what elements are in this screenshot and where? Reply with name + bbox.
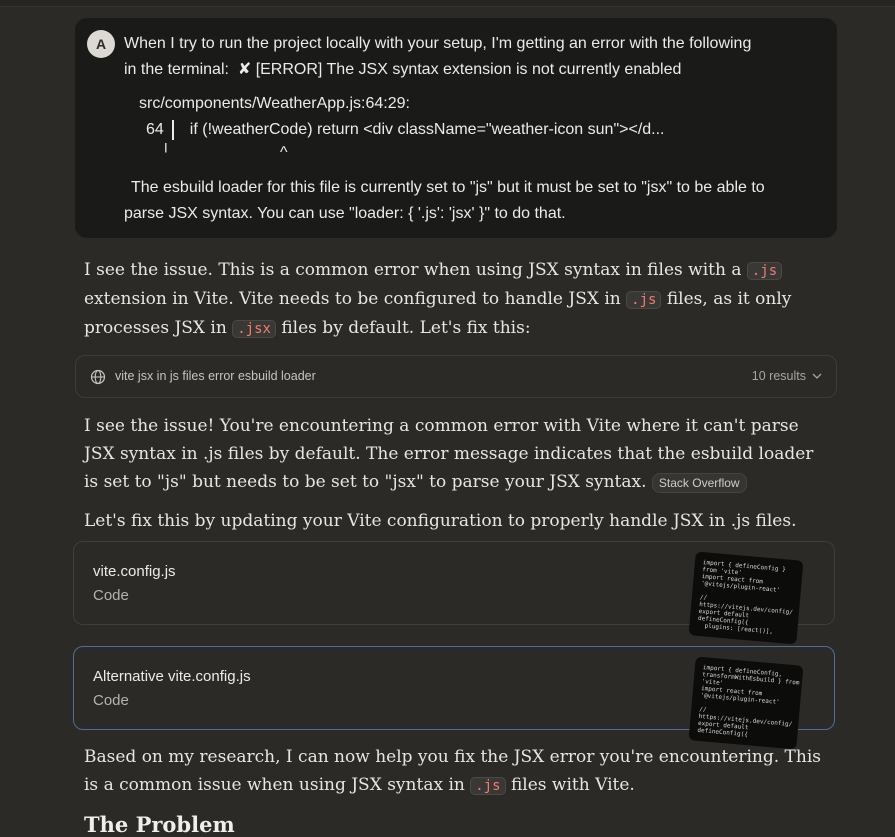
web-search-result[interactable] xyxy=(75,355,837,398)
artifact-card-vite-config[interactable] xyxy=(73,541,835,636)
section-heading: The Problem xyxy=(84,812,235,837)
assistant-paragraph: Let's fix this by updating your Vite configuration to properly handle JSX in .js files. xyxy=(84,511,797,531)
globe-icon xyxy=(90,369,106,385)
search-query: vite jsx in js files error esbuild loader xyxy=(115,369,316,383)
error-gutter-mark: ╵ xyxy=(161,145,171,162)
assistant-paragraph: I see the issue! You're encountering a common error with Vite where it can't parse JSX syntax in .js files by default. The error message indicates that the esbuild loader is set to "js" but needs to be set to "jsx" to parse your JSX syntax. Stack Overflow xyxy=(84,416,814,492)
assistant-paragraph: Based on my research, I can now help you fix the JSX error you're encountering. This is a common issue when using JSX syntax in .js files with Vite. xyxy=(84,747,821,795)
error-x-icon: ✘ xyxy=(237,61,252,78)
artifact-type: Code xyxy=(93,587,129,604)
citation-badge[interactable]: Stack Overflow xyxy=(652,473,747,493)
user-message-line: in the terminal: ✘ [ERROR] The JSX syntax extension is not currently enabled xyxy=(124,61,682,78)
user-message-line: The esbuild loader for this file is currently set to "js" but it must be set to "jsx" to be able to xyxy=(131,179,765,196)
user-message-line: parse JSX syntax. You can use "loader: { '.js': 'jsx' }" to do that. xyxy=(124,205,566,222)
error-code-line: 64 if (!weatherCode) return <div className="weather-icon sun"></d... xyxy=(146,121,665,138)
user-message-line: When I try to run the project locally with your setup, I'm getting an error with the following xyxy=(124,35,752,52)
artifact-title: vite.config.js xyxy=(93,563,176,580)
chevron-down-icon[interactable] xyxy=(812,372,822,380)
inline-code: .js xyxy=(626,291,661,309)
artifact-type: Code xyxy=(93,692,129,709)
error-caret: ^ xyxy=(280,144,288,161)
inline-code: .js xyxy=(747,262,782,280)
assistant-paragraph: I see the issue. This is a common error when using JSX syntax in files with a .js extension in Vite. Vite needs to be configured to handle JSX in .js files, as it only processes JSX in .jsx files by default. Let's fix this: xyxy=(84,260,792,338)
user-message xyxy=(75,18,837,238)
user-avatar[interactable]: A xyxy=(87,30,115,58)
error-file-ref: src/components/WeatherApp.js:64:29: xyxy=(139,95,410,112)
inline-code: .js xyxy=(470,777,505,795)
artifact-card-alternative-vite-config[interactable] xyxy=(73,646,835,739)
top-bar xyxy=(0,0,895,7)
artifact-code-preview: import { defineConfig, transformWithEsbuild } from 'vite' import react from '@vitejs/plugin-react' // https://vitejs.dev/config/ export default defineConfig({ xyxy=(689,656,804,749)
artifact-code-preview: import { defineConfig } from 'vite' import react from '@vitejs/plugin-react' // https://vitejs.dev/config/ export default defineConfig({ plugins: [react()], xyxy=(689,551,804,644)
search-results-count[interactable]: 10 results xyxy=(751,369,806,383)
artifact-title: Alternative vite.config.js xyxy=(93,668,251,685)
inline-code: .jsx xyxy=(232,320,276,338)
